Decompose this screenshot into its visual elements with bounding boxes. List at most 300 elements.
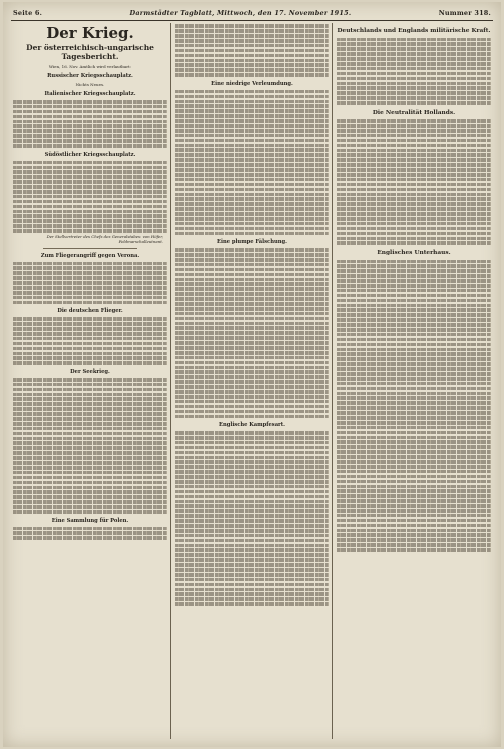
text-line [175,592,329,596]
text-line [13,456,167,460]
text-line [13,317,167,321]
text-line [13,383,167,387]
text-line [175,49,329,53]
text-line [175,188,329,192]
text-line [13,347,167,351]
text-line [13,402,167,406]
text-line [337,232,491,236]
text-line [175,54,329,58]
text-line [337,338,491,342]
text-line [175,504,329,508]
text-line [337,119,491,123]
text-line [337,173,491,177]
text-line [175,104,329,108]
text-line [337,207,491,211]
text-line [13,388,167,392]
text-line [175,183,329,187]
text-line [337,42,491,46]
heading-naval-war: Der Seekrieg. [70,368,110,375]
text-line [337,134,491,138]
text-line [13,214,167,218]
text-line [175,29,329,33]
text-line [337,480,491,484]
text-line [175,282,329,286]
text-line [13,397,167,401]
text-line [13,195,167,199]
text-line [13,361,167,365]
text-line [13,417,167,421]
heading-english-warfare: Englische Kampfesart. [219,422,285,429]
text-line [13,393,167,397]
text-line [175,485,329,489]
text-line [175,390,329,394]
text-line [13,301,167,305]
text-line [175,312,329,316]
text-line [175,341,329,345]
text-line [13,337,167,341]
heading-military-strength: Deutschlands und Englands militärische Kraft. [337,28,491,34]
text-line [337,348,491,352]
text-line [337,485,491,489]
text-line [337,343,491,347]
issue-number: Nummer 318. [438,9,491,17]
text-line [337,237,491,241]
text-line [175,558,329,562]
text-line [337,153,491,157]
column-middle [175,23,329,741]
text-line [13,281,167,285]
text-line [13,527,167,531]
text-line [175,436,329,440]
text-line [175,68,329,72]
text-line [337,357,491,361]
text-line [337,475,491,479]
text-line [175,39,329,43]
text-line [337,470,491,474]
text-line [13,536,167,540]
text-line [337,323,491,327]
page-number: Seite 6. [13,9,43,17]
text-line [337,299,491,303]
text-line [175,456,329,460]
text-line [175,370,329,374]
text-line [175,602,329,606]
text-line [175,248,329,252]
text-line [337,129,491,133]
text-line [337,465,491,469]
text-line [13,531,167,535]
text-line [175,588,329,592]
text-line [337,533,491,537]
text-line [175,563,329,567]
text-line [175,534,329,538]
text-line [337,168,491,172]
text-line [175,63,329,67]
text-line [175,331,329,335]
text-line [337,62,491,66]
heading-italy: Italienischer Kriegsschauplatz. [44,91,136,97]
text-line [175,73,329,77]
text-line [337,57,491,61]
text-line [337,455,491,459]
text-line [13,332,167,336]
text-line [175,292,329,296]
text-line [337,197,491,201]
text-line [175,158,329,162]
column-right [337,23,491,741]
text-line [337,367,491,371]
text-line [337,411,491,415]
text-line [337,149,491,153]
text-line [337,372,491,376]
text-line [175,322,329,326]
text-line [175,163,329,167]
text-line [337,82,491,86]
text-line [13,124,167,128]
text-line [13,115,167,119]
text-line [337,86,491,90]
text-line [175,544,329,548]
text-line [175,514,329,518]
text-line [175,375,329,379]
text-line [175,495,329,499]
text-line [13,466,167,470]
text-line [337,489,491,493]
text-line [337,217,491,221]
heading-verona: Zum Fliegerangriff gegen Verona. [40,252,140,259]
text-line [175,524,329,528]
text-line [337,499,491,503]
text-line [337,144,491,148]
text-line [337,519,491,523]
text-line [337,529,491,533]
text-line [175,597,329,601]
newspaper-title: Darmstädter Tagblatt, Mittwoch, den 17. November 1915. [129,9,352,17]
text-line [175,287,329,291]
text-line [13,200,167,204]
heading-forgery: Eine plumpe Fälschung. [217,239,287,246]
text-line [13,327,167,331]
text-line [337,139,491,143]
text-line [337,289,491,293]
text-line [175,346,329,350]
text-line [175,44,329,48]
text-line [175,34,329,38]
text-line [13,271,167,275]
text-line [337,509,491,513]
text-line [13,471,167,475]
section-subtitle: Der österreichisch-ungarische Tagesbericht. [26,43,154,61]
text-line [175,24,329,28]
text-line [337,440,491,444]
text-line [175,253,329,257]
text-line [13,166,167,170]
text-line [337,543,491,547]
text-line [175,95,329,99]
section-title: Der Krieg. [46,24,134,42]
text-line [175,460,329,464]
text-line [13,134,167,138]
text-line [337,158,491,162]
text-line [175,90,329,94]
text-line [337,538,491,542]
text-line [337,294,491,298]
text-line [337,72,491,76]
text-line [175,410,329,414]
text-line [175,405,329,409]
text-line [337,450,491,454]
text-line [13,432,167,436]
text-line [13,224,167,228]
text-line [13,437,167,441]
text-line [337,382,491,386]
heading-russia: Russischer Kriegsschauplatz. [47,73,133,79]
text-line [13,322,167,326]
text-line [175,400,329,404]
text-line [13,486,167,490]
text-line [337,212,491,216]
text-line [175,139,329,143]
text-line [337,284,491,288]
masthead [13,7,491,19]
header-rule [11,20,493,21]
text-line [175,134,329,138]
text-line [13,180,167,184]
newspaper-page [3,2,501,747]
text-line [337,352,491,356]
text-line [13,266,167,270]
text-line [337,260,491,264]
separator-rule [43,248,137,249]
text-line [175,178,329,182]
text-line [175,263,329,267]
text-line [13,262,167,266]
text-line [337,67,491,71]
text-line [13,296,167,300]
text-line [13,510,167,514]
text-line [337,178,491,182]
text-line [337,377,491,381]
text-line [337,269,491,273]
text-line [13,286,167,290]
text-line [337,416,491,420]
text-line [13,229,167,233]
text-line [175,326,329,330]
text-line [175,144,329,148]
text-line [13,175,167,179]
text-line [337,222,491,226]
heading-lower-house: Englisches Unterhaus. [377,250,451,257]
text-line [13,129,167,133]
text-line [175,202,329,206]
text-line [13,352,167,356]
text-line [175,441,329,445]
heading-slander: Eine niedrige Verleumdung. [211,80,293,87]
text-line [13,495,167,499]
text-line [175,361,329,365]
text-line [13,110,167,114]
column-divider [170,23,171,739]
text-line [337,52,491,56]
text-line [13,461,167,465]
heading-poland: Eine Sammlung für Polen. [51,517,129,524]
text-line [175,59,329,63]
text-line [13,190,167,194]
text-line [13,291,167,295]
text-line [337,183,491,187]
heading-holland: Die Neutralität Hollands. [372,109,456,116]
text-line [175,431,329,435]
heading-flyers: Die deutschen Flieger. [57,308,123,315]
heading-serbia: Südöstlicher Kriegsschauplatz. [44,151,136,158]
text-line [13,219,167,223]
text-line [337,328,491,332]
text-line [13,407,167,411]
text-line [175,148,329,152]
text-line [13,105,167,109]
text-line [175,509,329,513]
text-line [13,505,167,509]
text-line [175,124,329,128]
text-line [175,317,329,321]
text-line [175,197,329,201]
text-line [175,307,329,311]
text-line [337,406,491,410]
text-line [337,445,491,449]
text-line [13,412,167,416]
text-line [175,395,329,399]
text-line [175,207,329,211]
text-line [175,258,329,262]
text-line [337,101,491,105]
text-line [175,385,329,389]
dateline: Wien, 16. Nov. Amtlich wird verlautbart: [48,64,132,69]
text-line [175,232,329,236]
text-line [337,202,491,206]
text-line [175,470,329,474]
text-line [175,446,329,450]
text-line [337,333,491,337]
text-line [175,222,329,226]
text-line [13,210,167,214]
text-line [337,193,491,197]
text-line [337,264,491,268]
text-line [337,318,491,322]
text-line [337,313,491,317]
text-line [175,109,329,113]
text-line [175,336,329,340]
text-line [13,170,167,174]
text-line [175,302,329,306]
text-line [175,415,329,419]
text-line [13,446,167,450]
text-line [175,168,329,172]
column-divider [332,23,333,739]
text-line [337,274,491,278]
text-line [175,227,329,231]
text-line [337,431,491,435]
text-line [337,426,491,430]
text-line [337,494,491,498]
text-line [175,217,329,221]
paragraph-russia: Nichts Neues. [75,82,105,87]
text-line [175,193,329,197]
text-line [337,401,491,405]
text-line [337,241,491,245]
text-line [175,153,329,157]
text-line [13,481,167,485]
text-line [175,351,329,355]
text-line [175,129,329,133]
text-line [337,392,491,396]
text-line [13,276,167,280]
text-line [337,47,491,51]
text-line [13,100,167,104]
text-line [13,185,167,189]
text-line [175,273,329,277]
text-line [337,504,491,508]
text-line [337,124,491,128]
text-line [175,278,329,282]
text-line [337,387,491,391]
text-line [175,114,329,118]
text-line [337,304,491,308]
text-line [175,100,329,104]
text-line [175,451,329,455]
text-line [337,77,491,81]
text-line [175,519,329,523]
text-line [13,500,167,504]
text-line [337,91,491,95]
text-line [13,490,167,494]
signature: Der Stellvertreter des Chefs des Generalstabes: von Höfer, Feldmarschalleutnant. [46,233,163,245]
text-line [175,465,329,469]
text-line [175,380,329,384]
text-line [175,366,329,370]
text-line [175,490,329,494]
text-line [13,476,167,480]
text-line [337,514,491,518]
text-line [175,539,329,543]
text-line [13,441,167,445]
text-line [337,227,491,231]
text-line [175,173,329,177]
text-line [175,500,329,504]
column-left [13,23,167,741]
text-line [337,396,491,400]
text-line [13,451,167,455]
text-line [13,161,167,165]
text-line [337,460,491,464]
text-line [175,119,329,123]
text-line [175,573,329,577]
text-line [337,38,491,42]
text-line [337,163,491,167]
text-line [337,362,491,366]
text-line [13,120,167,124]
text-line [337,188,491,192]
text-line [175,553,329,557]
text-line [337,308,491,312]
text-line [175,356,329,360]
text-line [175,268,329,272]
text-line [175,297,329,301]
text-line [175,529,329,533]
text-line [175,480,329,484]
text-line [337,548,491,552]
text-line [337,96,491,100]
text-line [13,342,167,346]
